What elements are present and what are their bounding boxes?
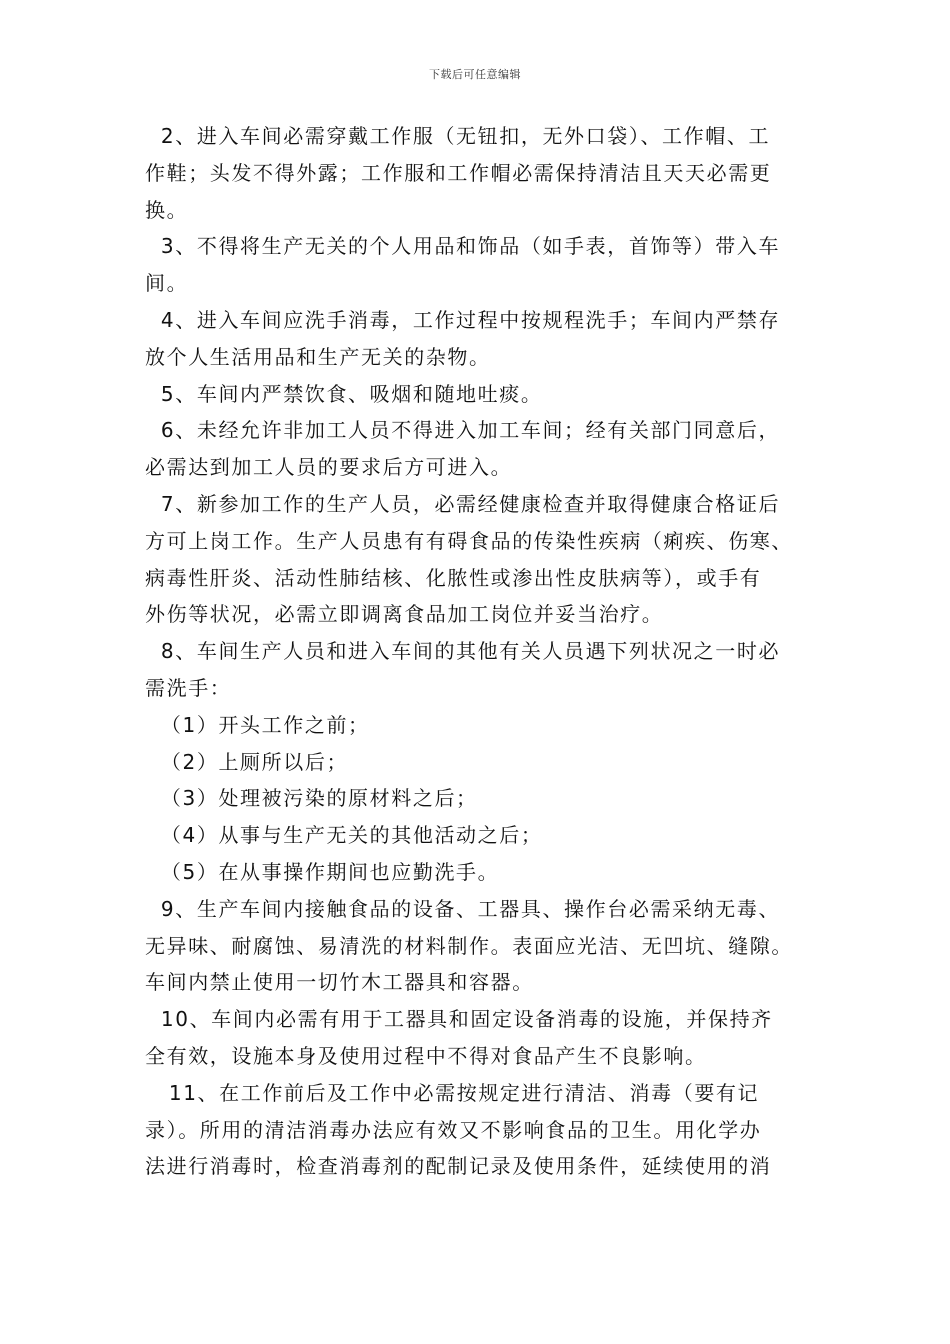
paragraph-p4 — [145, 302, 835, 376]
paragraph-p11 — [145, 1075, 835, 1185]
text-line: 间。 — [145, 271, 189, 296]
text-line: （4）从事与生产无关的其他活动之后； — [145, 823, 543, 848]
text-line: （5）在从事操作期间也应勤洗手。 — [145, 859, 500, 884]
text-line: 11、在工作前后及工作中必需按规定进行清洁、消毒（要有记 — [145, 1080, 760, 1105]
text-line: 无异味、耐腐蚀、易清洗的材料制作。表面应光洁、无凹坑、缝隙。 — [145, 933, 793, 958]
paragraph-p9 — [145, 891, 835, 1001]
text-line: 5、车间内严禁饮食、吸烟和随地吐痰。 — [145, 381, 543, 406]
text-line: 全有效，设施本身及使用过程中不得对食品产生不良影响。 — [145, 1043, 707, 1068]
text-line: 录）。所用的清洁消毒办法应有效又不影响食品的卫生。用化学办 — [145, 1117, 762, 1142]
paragraph-p8-2 — [145, 744, 835, 781]
text-line: （3）处理被污染的原材料之后； — [145, 786, 478, 811]
text-line: 7、新参加工作的生产人员，必需经健康检查并取得健康合格证后 — [145, 491, 781, 516]
text-line: 放个人生活用品和生产无关的杂物。 — [145, 344, 491, 369]
text-line: （2）上厕所以后； — [145, 749, 349, 774]
paragraph-p8 — [145, 633, 835, 707]
text-line: 法进行消毒时，检查消毒剂的配制记录及使用条件，延续使用的消 — [145, 1154, 772, 1179]
paragraph-p8-4 — [145, 817, 835, 854]
text-line: 4、进入车间应洗手消毒，工作过程中按规程洗手；车间内严禁存 — [145, 307, 781, 332]
text-line: 车间内禁止使用一切竹木工器具和容器。 — [145, 970, 534, 995]
text-line: 方可上岗工作。生产人员患有有碍食品的传染性疾病（痢疾、伤寒、 — [145, 528, 793, 553]
paragraph-p2 — [145, 118, 835, 228]
text-line: 作鞋；头发不得外露；工作服和工作帽必需保持清洁且天天必需更 — [145, 160, 772, 185]
text-line: 8、车间生产人员和进入车间的其他有关人员遇下列状况之一时必 — [145, 639, 781, 664]
text-line: 需洗手： — [145, 675, 232, 700]
text-line: 9、生产车间内接触食品的设备、工器具、操作台必需采纳无毒、 — [145, 896, 781, 921]
text-line: 3、不得将生产无关的个人用品和饰品（如手表，首饰等）带入车 — [145, 234, 781, 259]
text-line: 换。 — [145, 197, 189, 222]
document-body — [145, 118, 835, 1185]
text-line: （1）开头工作之前； — [145, 712, 370, 737]
paragraph-p8-3 — [145, 780, 835, 817]
text-line: 必需达到加工人员的要求后方可进入。 — [145, 455, 513, 480]
text-line: 10、车间内必需有用于工器具和固定设备消毒的设施，并保持齐 — [145, 1007, 773, 1032]
paragraph-p5 — [145, 376, 835, 413]
text-line: 2、进入车间必需穿戴工作服（无钮扣，无外口袋）、工作帽、工 — [145, 124, 771, 148]
paragraph-p6 — [145, 412, 835, 486]
paragraph-p7 — [145, 486, 835, 633]
text-line: 6、未经允许非加工人员不得进入加工车间；经有关部门同意后， — [145, 418, 781, 443]
page-header: 下载后可任意编辑 — [429, 68, 521, 81]
text-line: 外伤等状况，必需立即调离食品加工岗位并妥当治疗。 — [145, 602, 664, 627]
paragraph-p8-5 — [145, 854, 835, 891]
paragraph-p8-1 — [145, 707, 835, 744]
text-line: 病毒性肝炎、活动性肺结核、化脓性或渗出性皮肤病等），或手有 — [145, 565, 762, 590]
paragraph-p10 — [145, 1001, 835, 1075]
paragraph-p3 — [145, 228, 835, 302]
